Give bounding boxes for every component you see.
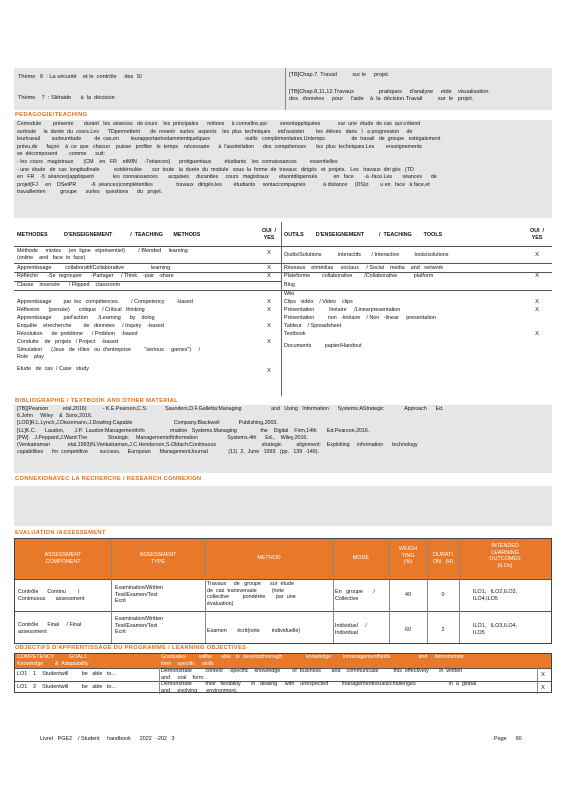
- eval-mode: En groupe / Collective: [335, 589, 375, 602]
- eval-type: Examination/Written Test/Examen/Test Ecrit: [115, 616, 164, 636]
- tool-item: Plateforme collaborative /Collaborative platform: [284, 273, 434, 279]
- method-item: Apprentissage par les compétences. / Competency -based: [17, 299, 193, 305]
- learning-objective-text: Demonstrate their flexibility in dealing with unexpected managementissues/challenges in a global and evolving environment.: [161, 681, 477, 694]
- eval-header-type: ASSESSMENT TYPE: [139, 552, 177, 565]
- tool-check: X: [535, 252, 539, 258]
- tools-row-rule: [282, 263, 552, 264]
- eval-component: Contrôle Final / Final assessment: [18, 622, 82, 635]
- footer-handbook: Livret PGE2 / Student handbook 2022 -202 3: [40, 736, 175, 742]
- method-item: Enquête etrecherche de données / Inquiry -based: [17, 323, 164, 329]
- method-check: X: [267, 265, 271, 271]
- methods-row-rule: [14, 290, 281, 291]
- method-item: Résolution de problème / Problem -based: [17, 331, 138, 337]
- method-check: X: [267, 323, 271, 329]
- tool-check: X: [535, 273, 539, 279]
- theme-6-reference: [TB]Chap.7. Travail sur le projet.: [289, 72, 390, 78]
- methods-divider: [281, 222, 282, 396]
- eval-col-rule: [459, 539, 460, 643]
- tool-item: Clips vidéo / Video clips: [284, 299, 353, 305]
- eval-col-rule: [427, 539, 428, 643]
- learning-objective-text: Demonstrate context -specific knowledge of business and communicate this effectively in written and oral form.: [161, 668, 463, 681]
- eval-header-mode: MODE: [352, 555, 370, 561]
- research-block: [14, 486, 552, 526]
- eval-col-rule: [111, 539, 112, 643]
- theme-7: Thème 7 : Slétaide à la décision: [18, 95, 115, 101]
- evaluation-table: [14, 538, 552, 644]
- eval-ilos: ILO1, ILO2,ILO3, ILO4,ILO5: [473, 589, 518, 602]
- bibliography-heading: BIBLIOGRAPHIE / TEXTBOOK AND OTHER MATERIAL: [15, 398, 178, 404]
- bibliography-text: [TB](Pearson etal,2016) - K.E.Pearson,C.S. Saunders,D.F.Galletta:Managing and Using Information Systems:AStrategic Approach Ed. 6.John Wiley & Sons,2016. [LOD]R.L.Lynch,J.Diezemann,J.Dowling:Capable Company.Blackwell Publishing,2003. [LL]K.C. Laudon, J.P. Laudon:ManagementInfo rmation Systems.Managing the Digital Firm,14th Ed.Pearson,2016. [PW] J.Peppard,J.Ward:The Strategic ManagementofInformation Systems.4th Ed., Wiley,2016. (Venkatraman etal,1993)N.Venkatraman,J.C.Henderson,S.Oldach:Continuous strategic alignment: Exploiting information technology capabilities for competitive success. European ManagementJournal (11) 2, June 1993 (pp. 139 -149).: [17, 406, 444, 456]
- tool-item: Réseaux etmédias sociaux / Social media and network: [284, 265, 444, 271]
- eval-mode: Individuel / Individual: [335, 623, 367, 636]
- objectives-table: [14, 653, 552, 693]
- learning-objective-check: X: [541, 685, 545, 691]
- method-item: Etude de cas / Case study: [17, 366, 89, 372]
- tool-item: Outils/Solutions interactifs / Interactive tools/solutions: [284, 252, 449, 258]
- tool-item: Présentation linéaire /Linearpresentation: [284, 307, 401, 313]
- methods-header: METHODES D'ENSEIGNEMENT / TEACHING METHODS: [17, 232, 201, 238]
- themes-divider: [285, 68, 286, 110]
- tool-item: Wiki: [284, 291, 295, 297]
- tool-item: Blog: [284, 282, 295, 288]
- theme-6: Thème 6 : La sécurité et le contrôle des SI: [18, 74, 142, 80]
- method-item: Apprentissage parl'action /Learning by doing: [17, 315, 155, 321]
- tools-header: OUTILS D'ENSEIGNEMENT / TEACHING TOOLS: [284, 232, 443, 238]
- eval-ilos: ILO1, ILO3,ILO4, ILO5: [473, 623, 518, 636]
- method-check: X: [267, 250, 271, 256]
- eval-method: Examen écrit(note individuelle): [207, 628, 301, 634]
- learning-objective-code: LO1 1 Studentwill be able to...: [17, 671, 116, 677]
- methods-table: [14, 222, 552, 396]
- objectives-col-rule: [537, 668, 538, 694]
- eval-method: Travaux de groupe sur étude de cas transversale (note collective pondérée par une évaluation): [207, 581, 296, 607]
- methods-yes-header: OUI / YES: [261, 228, 277, 241]
- learning-objective-check: X: [541, 672, 545, 678]
- eval-weight: 40: [405, 592, 411, 598]
- eval-duration: 2: [441, 627, 445, 633]
- eval-type: Examination/Written Test/Examen/Test Ecrit: [115, 585, 164, 605]
- eval-col-rule: [205, 539, 206, 643]
- eval-header-duration: DURATI ON (H): [432, 552, 454, 565]
- eval-col-rule: [389, 539, 390, 643]
- theme-7-reference: [TB]Chap.8,11,12.Travaux pratiques d'analyse etde visualisation des données pour l'aide à la décision.Travail sur le projet.: [289, 89, 489, 102]
- method-check: X: [267, 299, 271, 305]
- method-check: X: [267, 273, 271, 279]
- tool-item: Textbook: [284, 331, 306, 337]
- learning-objective-code: LO1 2 Studentwill be able to...: [17, 684, 116, 690]
- eval-component: Contrôle Continu / Continuous assessment: [18, 589, 85, 602]
- tool-check: X: [535, 307, 539, 313]
- method-item: Apprentissage collaboratif/Collaborative learning: [17, 265, 171, 271]
- tool-item: Documents papier/Handout: [284, 343, 362, 349]
- method-check: X: [267, 307, 271, 313]
- eval-weight: 60: [405, 627, 411, 633]
- method-item: Méthode mixtes (en ligne etprésentiel) / Blended learning (online and face to face): [17, 248, 188, 261]
- methods-header-rule: [14, 246, 552, 247]
- tool-item: Tableur / Spreadsheet: [284, 323, 342, 329]
- objectives-col-rule: [159, 668, 160, 694]
- methods-row-rule: [14, 263, 281, 264]
- eval-col-rule: [333, 539, 334, 643]
- footer-page-number: Page 90: [494, 736, 522, 742]
- eval-row-rule: [15, 611, 551, 612]
- pedagogie-heading: PEDAGOGIE/TEACHING: [15, 112, 88, 118]
- tools-yes-header: OUI / YES: [529, 228, 545, 241]
- method-check: X: [267, 368, 271, 374]
- method-item: Simulation (Jeux de rôles ou d'entreprise "serious games") / Role play: [17, 347, 201, 360]
- tool-item: Présentation non -linéaire / Non -linear presentation: [284, 315, 436, 321]
- eval-header-ilos: INTENDED LEARNING OUTCOMES (ILOs): [489, 543, 521, 569]
- objectives-heading: OBJECTIFS D'APPRENTISSAGE DU PROGRAMME / LEARNING OBJECTIVES: [15, 645, 247, 651]
- pedagogie-text: Cemodule présente durant les séances de cours les principales notions à connaître,qui serontappliquées sur une étude de cas qui s'étend surtoute la durée du cours.Les TDpermettent de revenir surles aspects les plus techniques etd'assister les élèves dans l a progression de leurtravail surleurétude de cas,en leurapportantnotammentquelques outils complémentaires.Untemps de travail de groupe estégalement prévu,de façon à ce que chacun puisse profiter le temps nécessaire à l'assimilation des compétences les plus techniques.Les enseignements se décomposent comme suit: - les cours magistraux (CM en FR etMIN -7séances) protiguentaux étudiants les connaissances essentielles - une étude de cas longitudinale estdéroulée sur toute la durée du module sous la forme de travaux dirigés et projets. Les travaux diri gés (TD en FR -5 séances)appliquent les connaissances acquises durantles cours magistraux etsontdispensés en face -à -face.Les séances de projet(FJ en DSetPR -6 séances)complètentles travaux dirigés.les étudiants sontaccompagnés à distance (DS)o u en face à face,et travaillenten groupe surles questions du projet.: [17, 121, 441, 196]
- eval-header-weighting: WEIGH TING (%): [398, 546, 418, 566]
- method-item: Réflexion (pensée) critique / Critical thinking: [17, 307, 145, 313]
- method-item: Réfléchir -Se regrouper -Partager / Think -pair -share: [17, 273, 174, 279]
- method-item: Conduite de projets / Project -based: [17, 339, 118, 345]
- method-check: X: [267, 339, 271, 345]
- competency-goal-label: COMPETENCY GOAL1 Knowledge & Adaptability: [17, 654, 89, 667]
- eval-duration: 0: [441, 592, 445, 598]
- competency-goal-text: Graduates willbe able to developthorough knowledge inmanagementfields and demonstrate their specific skills: [161, 654, 464, 667]
- eval-header-method: METHOD: [257, 555, 281, 561]
- research-heading: CONNEXIONAVEC LA RECHERCHE / RESEARCH CONNEXION: [15, 476, 202, 482]
- eval-row-rule: [15, 579, 551, 580]
- method-item: Classe inversée / Flipped classroom: [17, 282, 121, 288]
- tool-check: X: [535, 299, 539, 305]
- evaluation-heading: EVALUATION /ASSESSEMENT: [15, 530, 106, 536]
- eval-header-component: ASSESSMENT COMPONENT: [44, 552, 82, 565]
- tool-check: X: [535, 331, 539, 337]
